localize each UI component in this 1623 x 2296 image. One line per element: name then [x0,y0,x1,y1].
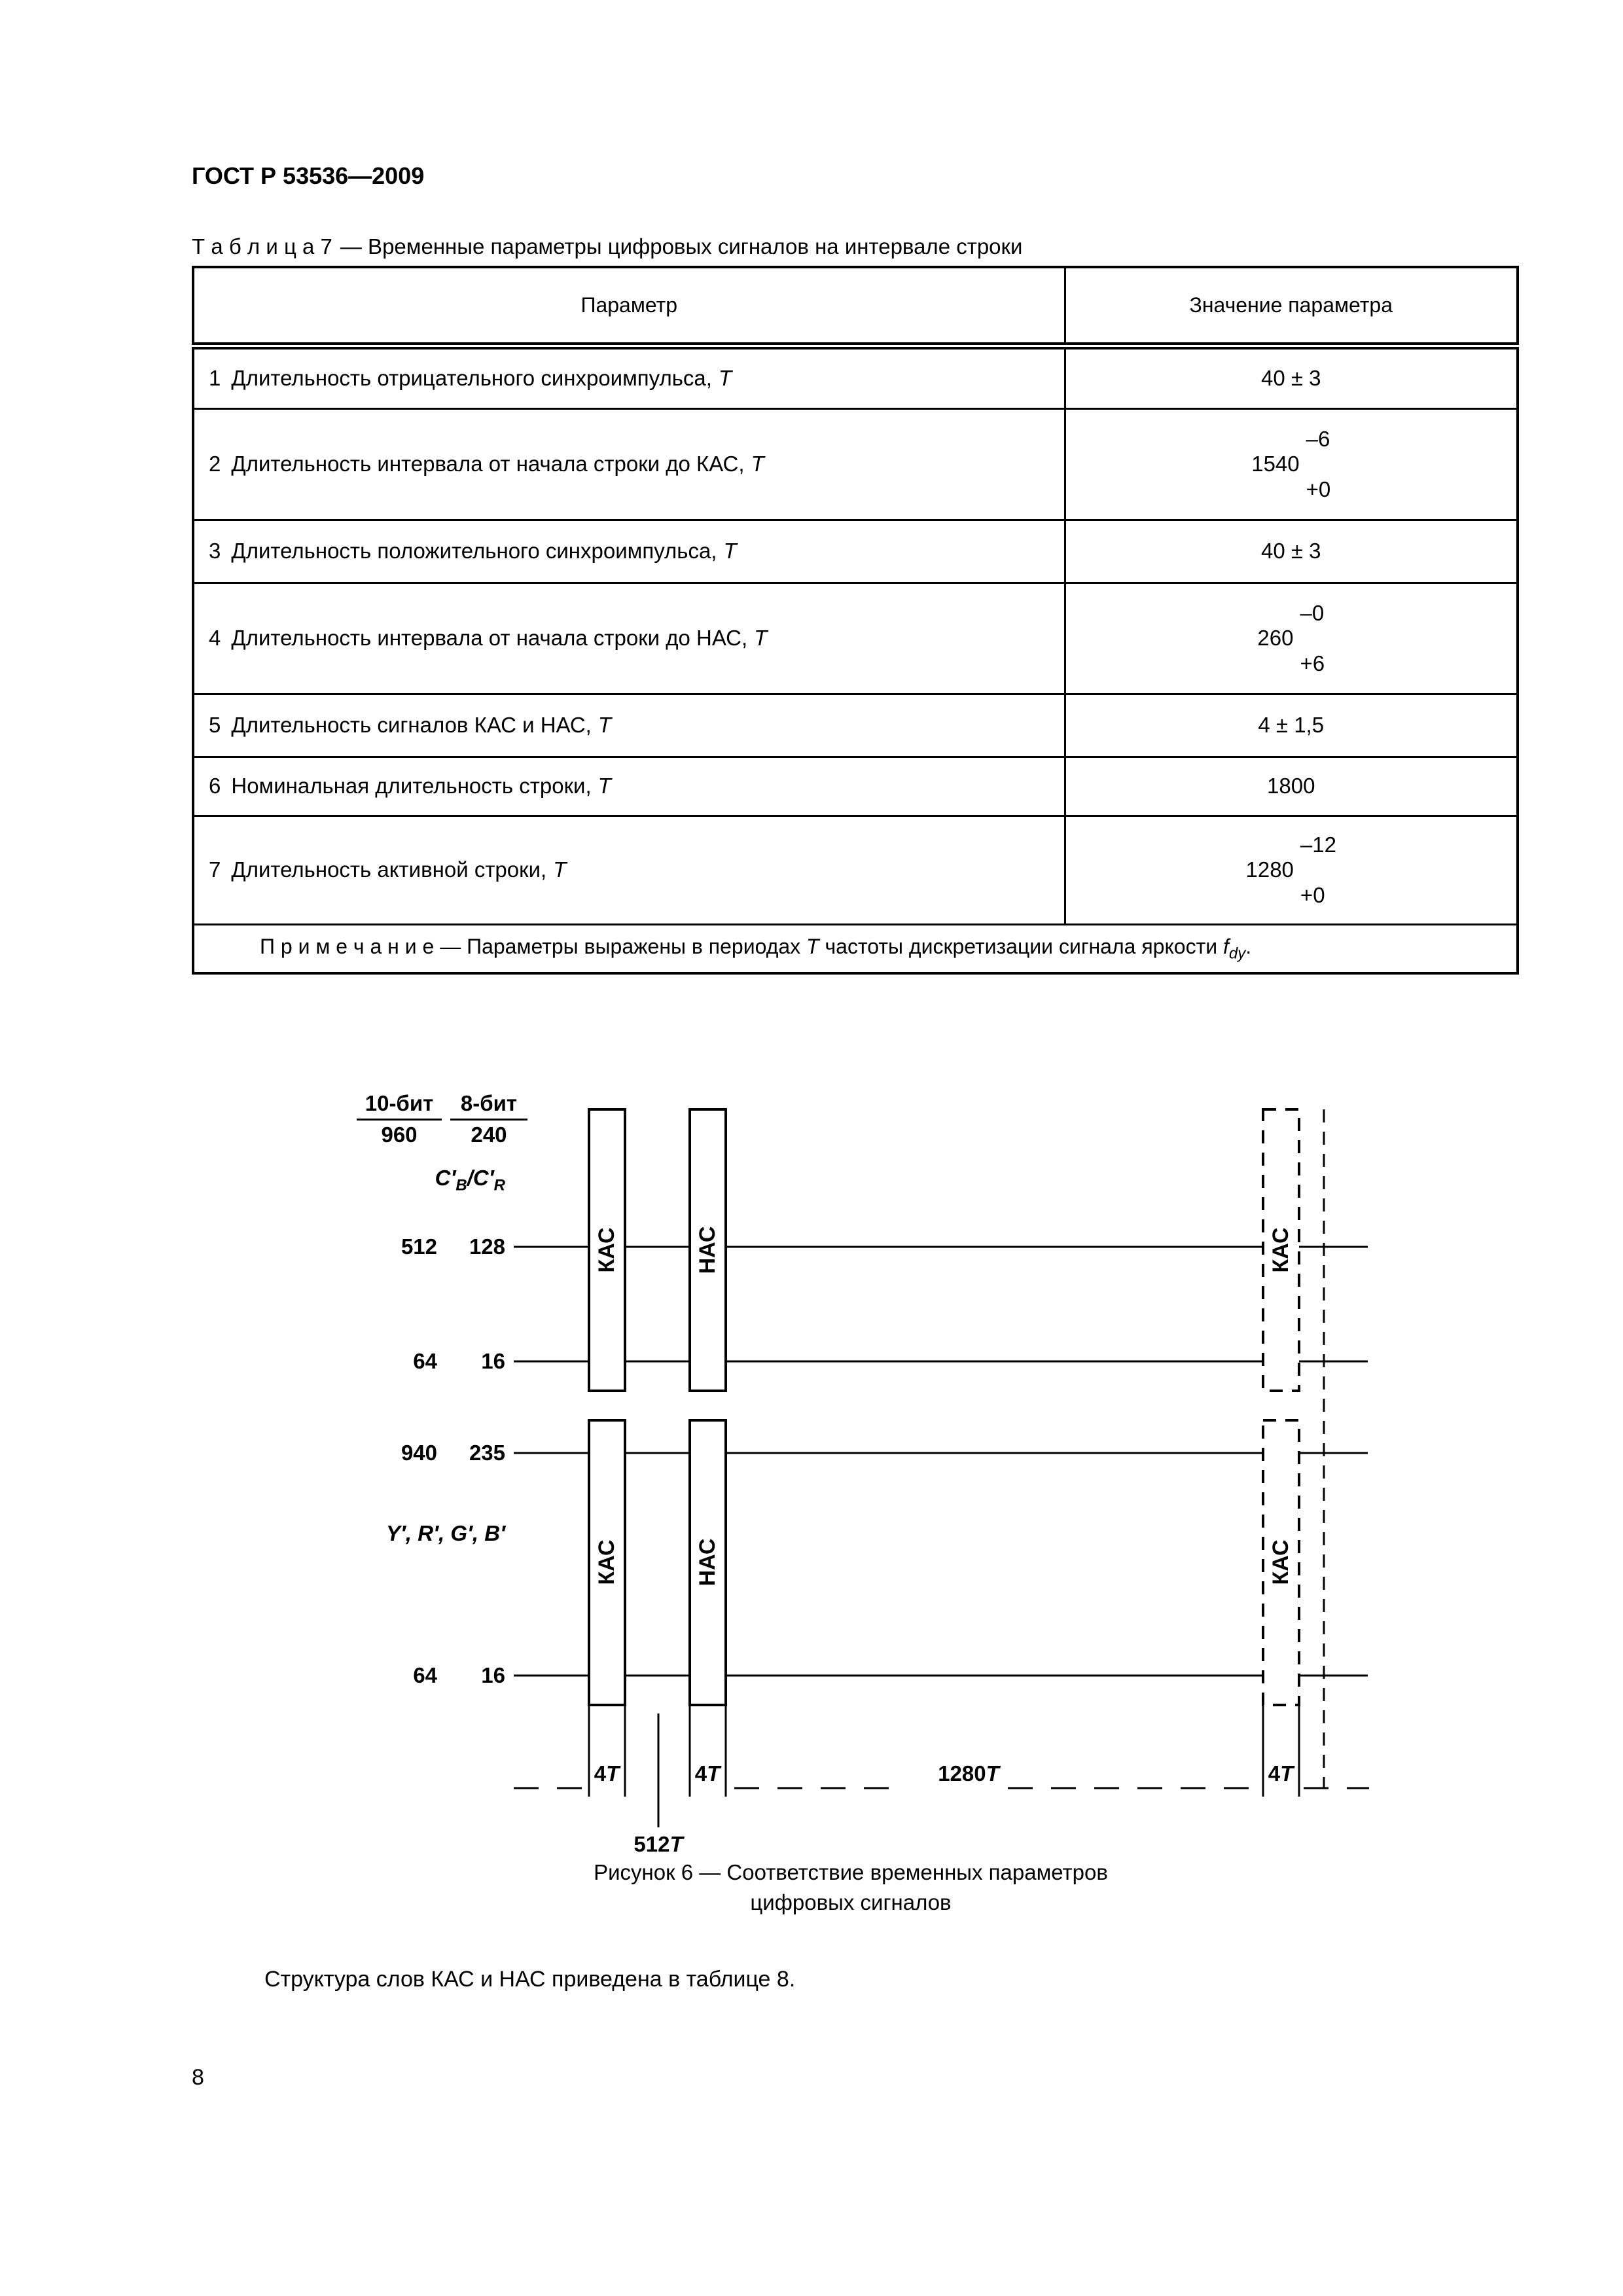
kas-bar-label: КАС [594,1539,619,1585]
parameters-table [192,266,1519,975]
table-row [193,816,1518,924]
level-64-chroma: 64 [413,1349,437,1373]
table-row [193,346,1518,408]
tolerance-upper: –0 [1300,601,1325,625]
row-number: 2 [209,452,221,476]
row-number: 5 [209,713,221,737]
param-symbol: Т [754,626,768,650]
note-text: частоты дискретизации сигнала яркости [819,934,1224,958]
table-row [193,408,1518,520]
kas-next-line-bar-label: КАС [1268,1539,1293,1585]
tolerance [1300,834,1336,906]
level-16-chroma: 16 [481,1349,505,1373]
param-text: Длительность интервала от начала строки до НАС, [231,626,748,650]
tolerance [1306,428,1331,500]
figure-caption-line1: Рисунок 6 — Соответствие временных параметров [594,1860,1108,1884]
row-number: 4 [209,626,221,650]
param-symbol: Т [597,713,612,737]
note-text: — Параметры выражены в периодах [434,934,807,958]
column-header-parameter: Параметр [193,267,1065,346]
bit-depth-10-value: 960 [381,1122,418,1147]
bit-depth-8-value: 240 [471,1122,507,1147]
body-paragraph: Структура слов КАС и НАС приведена в таблице 8. [264,1967,796,1992]
tolerance-lower: +0 [1300,883,1325,907]
param-text: Длительность положительного синхроимпульса, [231,539,717,563]
param-symbol: Т [553,857,567,882]
row-number: 7 [209,857,221,882]
row-number: 6 [209,774,221,798]
param-symbol: Т [723,539,737,563]
tolerance-upper: –12 [1300,833,1336,857]
timing-4t-label: 4T [594,1761,620,1785]
bit-depth-8-label: 8-бит [450,1090,527,1121]
timing-512t-label: 512T [633,1832,683,1856]
nas-bar-label: НАС [695,1226,720,1274]
param-symbol: Т [718,366,732,390]
param-value: 4 ± 1,5 [1258,713,1325,737]
level-128: 128 [469,1234,505,1259]
table-note-row [193,924,1518,973]
level-64-luma: 64 [413,1663,437,1687]
tolerance-lower: +0 [1306,477,1331,501]
note-text: . [1245,934,1252,958]
chroma-components-label: $C'_B/C'_R$ [435,1166,505,1194]
tolerance-upper: –6 [1306,427,1330,451]
signal-level-lines [514,1247,1368,1676]
table-caption [192,234,1022,259]
table-row [193,694,1518,757]
timing-diagram-graphics [353,1086,1374,1872]
table-header-row [193,267,1518,346]
nas-bar-label: НАС [695,1538,720,1587]
param-text: Длительность интервала от начала строки до КАС, [231,452,745,476]
document-number: ГОСТ Р 53536—2009 [192,162,425,189]
level-235: 235 [469,1441,505,1465]
timing-1280t-label: 1280T [938,1761,999,1785]
tolerance [1300,602,1325,674]
param-text: Длительность сигналов КАС и НАС, [231,713,592,737]
param-value: 1540 [1251,452,1300,476]
param-text: Длительность активной строки, [231,857,547,882]
bit-depth-10-label: 10-бит [357,1090,442,1121]
figure-caption [288,1857,1414,1918]
tolerance-lower: +6 [1300,651,1325,675]
level-512: 512 [401,1234,437,1259]
level-16-luma: 16 [481,1663,505,1687]
param-value: 1800 [1267,774,1315,798]
table-row [193,520,1518,583]
table-row [193,583,1518,694]
table-row [193,757,1518,816]
level-940: 940 [401,1441,437,1465]
table-caption-label: Т а б л и ц а 7 [192,234,332,259]
timing-4t-label: 4T [694,1761,721,1785]
kas-next-line-bar-label: КАС [1268,1227,1293,1273]
kas-bar-label: КАС [594,1227,619,1273]
param-symbol: Т [751,452,764,476]
param-value: 260 [1257,626,1294,650]
bit-depth-10-fraction [357,1090,442,1148]
param-value: 1280 [1245,857,1294,882]
row-number: 3 [209,539,221,563]
note-label: П р и м е ч а н и е [260,934,435,958]
luma-components-label: Y′, R′, G′, B′ [386,1521,505,1545]
column-header-value: Значение параметра [1065,267,1518,346]
timing-diagram-figure [353,1086,1374,1872]
param-text: Номинальная длительность строки, [231,774,592,798]
page-number: 8 [192,2065,204,2090]
note-symbol: Т [806,934,819,958]
param-value: 40 ± 3 [1260,366,1321,390]
row-number: 1 [209,366,221,390]
bit-depth-8-fraction [450,1090,527,1148]
frequency-symbol: $f_{dy}$ [1223,934,1246,962]
table-caption-text: — Временные параметры цифровых сигналов на интервале строки [340,234,1023,259]
param-value: 40 ± 3 [1260,539,1321,563]
figure-caption-line2: цифровых сигналов [750,1890,952,1914]
param-symbol: Т [597,774,611,798]
param-text: Длительность отрицательного синхроимпульса, [231,366,712,390]
timing-4t-label: 4T [1268,1761,1294,1785]
